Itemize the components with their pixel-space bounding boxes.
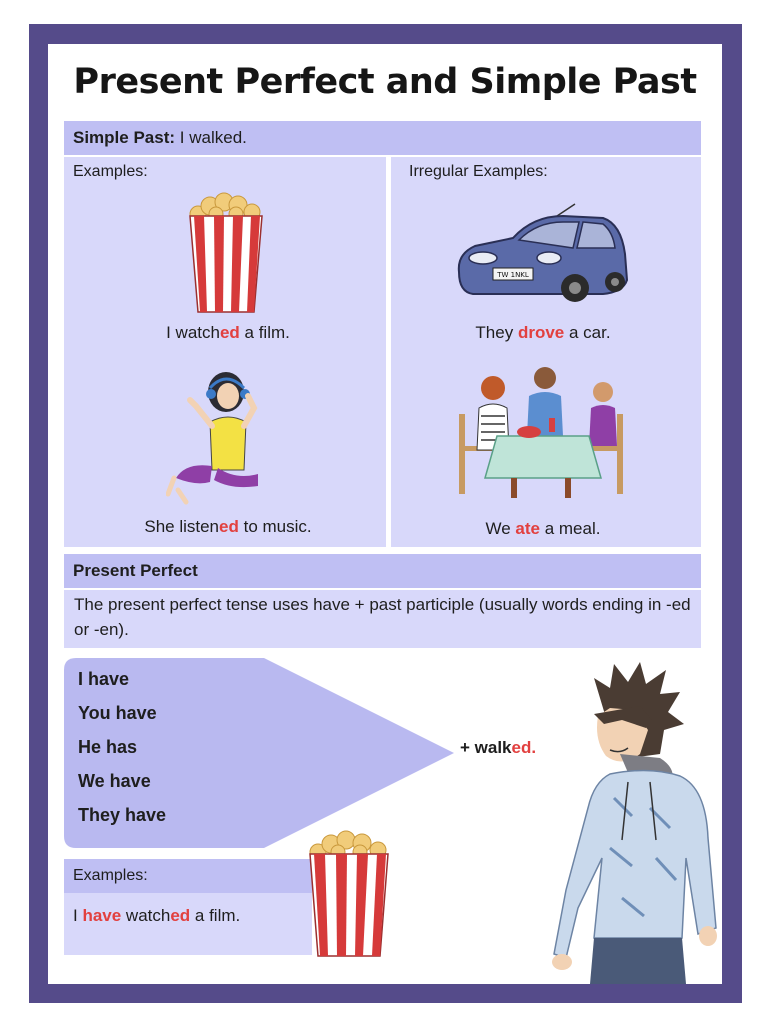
license-plate-text: TW 1NKL (497, 271, 529, 279)
caption-drove: They drove a car. (475, 323, 611, 342)
present-perfect-examples-label: Examples: (73, 867, 148, 884)
walked-suffix: + walked. (460, 738, 537, 757)
simple-past-heading: Simple Past: (73, 128, 176, 147)
poster (48, 44, 722, 984)
pronoun-list (64, 658, 264, 848)
page-title: Present Perfect and Simple Past (73, 62, 697, 102)
examples-label: Examples: (73, 163, 148, 180)
walking-boy-icon (510, 658, 722, 984)
caption-listened: She listened to music. (144, 517, 312, 536)
popcorn-icon (306, 830, 392, 960)
car-icon (453, 202, 631, 310)
present-perfect-header (64, 554, 701, 588)
irregular-examples-label: Irregular Examples: (409, 163, 548, 180)
caption-watched: I watched a film. (166, 323, 290, 342)
present-perfect-example-sentence: I have watched a film. (73, 906, 241, 925)
girl-listening-music-icon (166, 366, 266, 510)
pronoun-we-have: We have (78, 771, 151, 791)
simple-past-example: I walked. (179, 128, 247, 147)
present-perfect-examples-header (64, 859, 312, 893)
popcorn-icon (186, 192, 266, 316)
present-perfect-heading: Present Perfect (73, 561, 198, 580)
pronoun-i-have: I have (78, 669, 130, 689)
caption-ate: We ate a meal. (485, 519, 601, 538)
family-meal-icon (453, 366, 631, 500)
simple-past-header (64, 121, 701, 155)
pronoun-you-have: You have (78, 703, 157, 723)
pronoun-he-has: He has (78, 737, 138, 757)
pronoun-they-have: They have (78, 805, 167, 825)
present-perfect-description: The present perfect tense uses have + past participle (usually words ending in -ed or -en). (64, 590, 701, 648)
